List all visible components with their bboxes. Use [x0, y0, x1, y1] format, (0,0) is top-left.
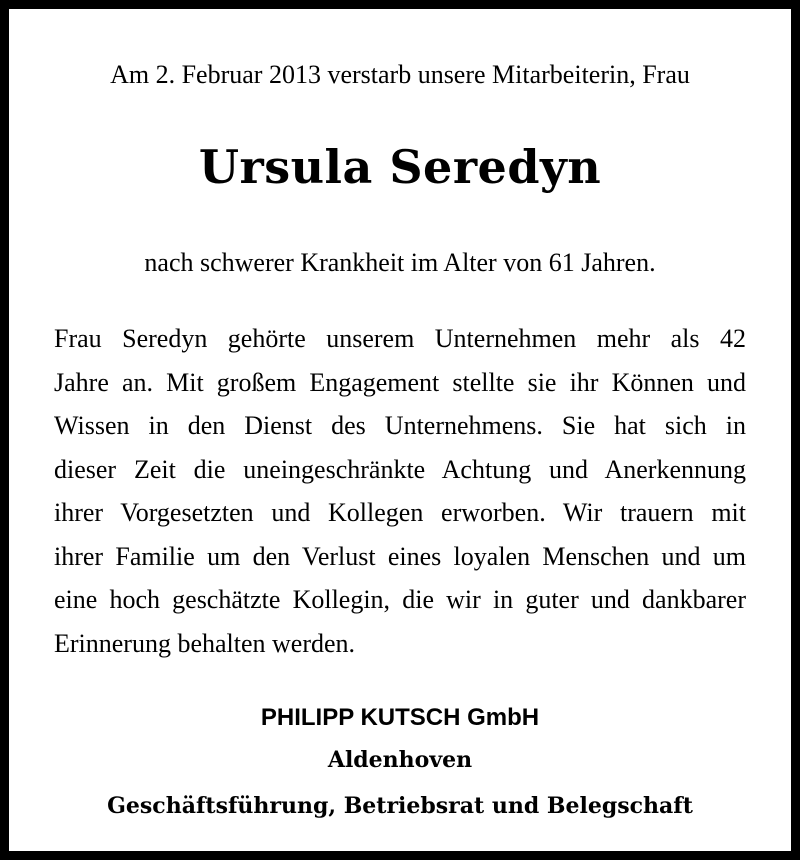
company-location: Aldenhoven — [327, 747, 473, 773]
tribute-line: Wissen in den Dienst des Unternehmens. Sie hat sich in — [54, 411, 746, 440]
tribute-line: Frau Seredyn gehörte unserem Unternehmen mehr als 42 — [54, 324, 746, 353]
tribute-paragraph — [54, 317, 746, 665]
cause-line: nach schwerer Krankheit im Alter von 61 Jahren. — [144, 248, 656, 277]
tribute-line: eine hoch geschätzte Kollegin, die wir in guter und dankbarer — [54, 585, 746, 614]
company-name: PHILIPP KUTSCH GmbH — [260, 704, 540, 731]
intro-line: Am 2. Februar 2013 verstarb unsere Mitarbeiterin, Frau — [110, 60, 690, 89]
tribute-line: Erinnerung behalten werden. — [54, 628, 356, 658]
tribute-line: ihrer Familie um den Verlust eines loyalen Menschen und um — [54, 541, 746, 571]
tribute-line: Jahre an. Mit großem Engagement stellte sie ihr Können und — [54, 367, 746, 397]
deceased-name: Ursula Seredyn — [198, 140, 602, 194]
signers-line: Geschäftsführung, Betriebsrat und Belegschaft — [107, 793, 693, 819]
tribute-line: dieser Zeit die uneingeschränkte Achtung und Anerkennung — [54, 454, 746, 484]
tribute-line: ihrer Vorgesetzten und Kollegen erworben. Wir trauern mit — [54, 498, 746, 527]
